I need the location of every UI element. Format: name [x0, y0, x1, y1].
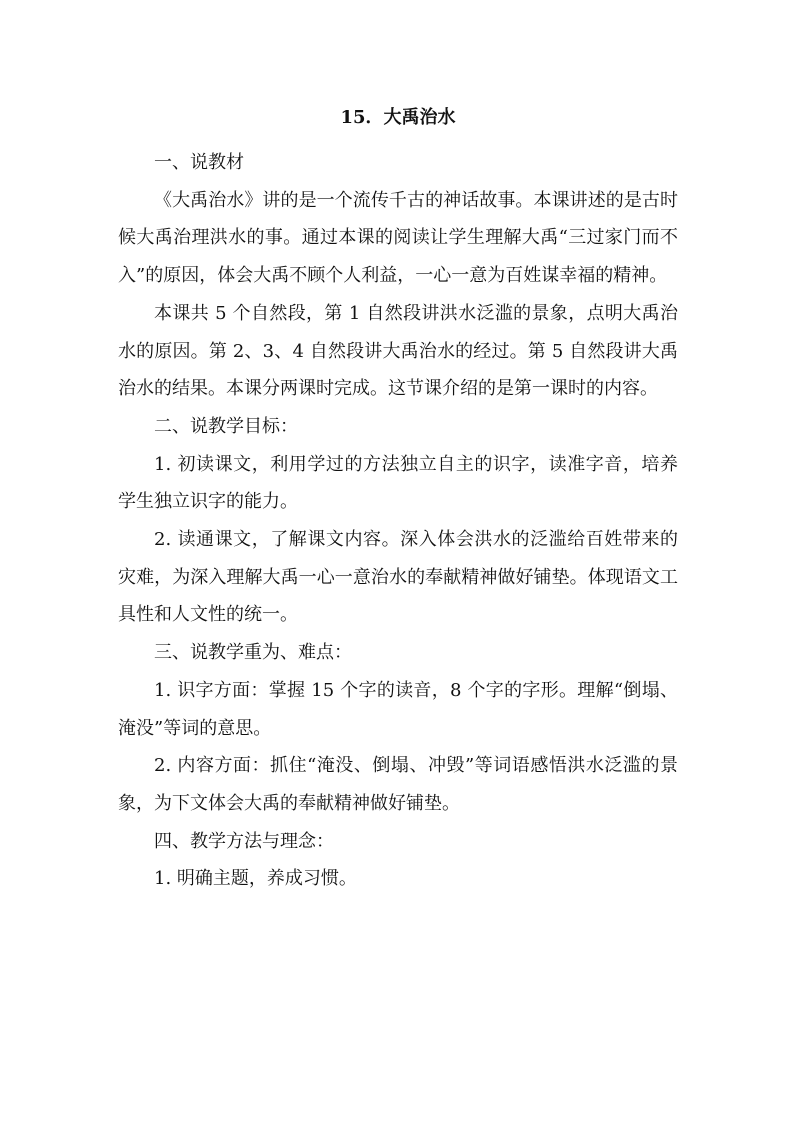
section-heading-teaching-material: 一、说教材: [154, 152, 244, 173]
goal-item-2: 2. 读通课文，了解课文内容。深入体会洪水的泛滥给百姓带来的灾难，为深入理解大禹一心一意治水的奉献精神做好铺垫。体现语文工具性和人文性的统一。: [118, 529, 678, 626]
paragraph-story-summary: 《大禹治水》讲的是一个流传千古的神话故事。本课讲述的是古时候大禹治理洪水的事。通过本课的阅读让学生理解大禹“三过家门而不入”的原因，体会大禹不顾个人利益，一心一意为百姓谋幸福的精神。: [118, 189, 678, 287]
section-heading-methods: 四、教学方法与理念：: [154, 830, 334, 852]
key-point-item-2: 2. 内容方面：抓住“淹没、倒塌、冲毁”等词语感悟洪水泛滥的景象，为下文体会大禹的奉献精神做好铺垫。: [118, 755, 678, 814]
method-item-1: 1. 明确主题，养成习惯。: [154, 868, 357, 890]
paragraph-lesson-structure: 本课共 5 个自然段，第 1 自然段讲洪水泛滥的景象，点明大禹治水的原因。第 2、3、4 自然段讲大禹治水的经过。第 5 自然段讲大禹治水的结果。本课分两课时完成。这节课介绍的是第一课时的内容。: [118, 302, 678, 400]
section-heading-teaching-goals: 二、说教学目标：: [154, 415, 298, 437]
document-page: [118, 104, 678, 898]
key-point-item-1: 1. 识字方面：掌握 15 个字的读音，8 个字的字形。理解“倒塌、淹没”等词的意思。: [118, 679, 678, 739]
document-title: 15．大禹治水: [340, 107, 456, 128]
section-heading-key-points: 三、说教学重为、难点：: [154, 642, 352, 664]
goal-item-1: 1. 初读课文，利用学过的方法独立自主的识字，读准字音，培养学生独立识字的能力。: [118, 453, 678, 513]
